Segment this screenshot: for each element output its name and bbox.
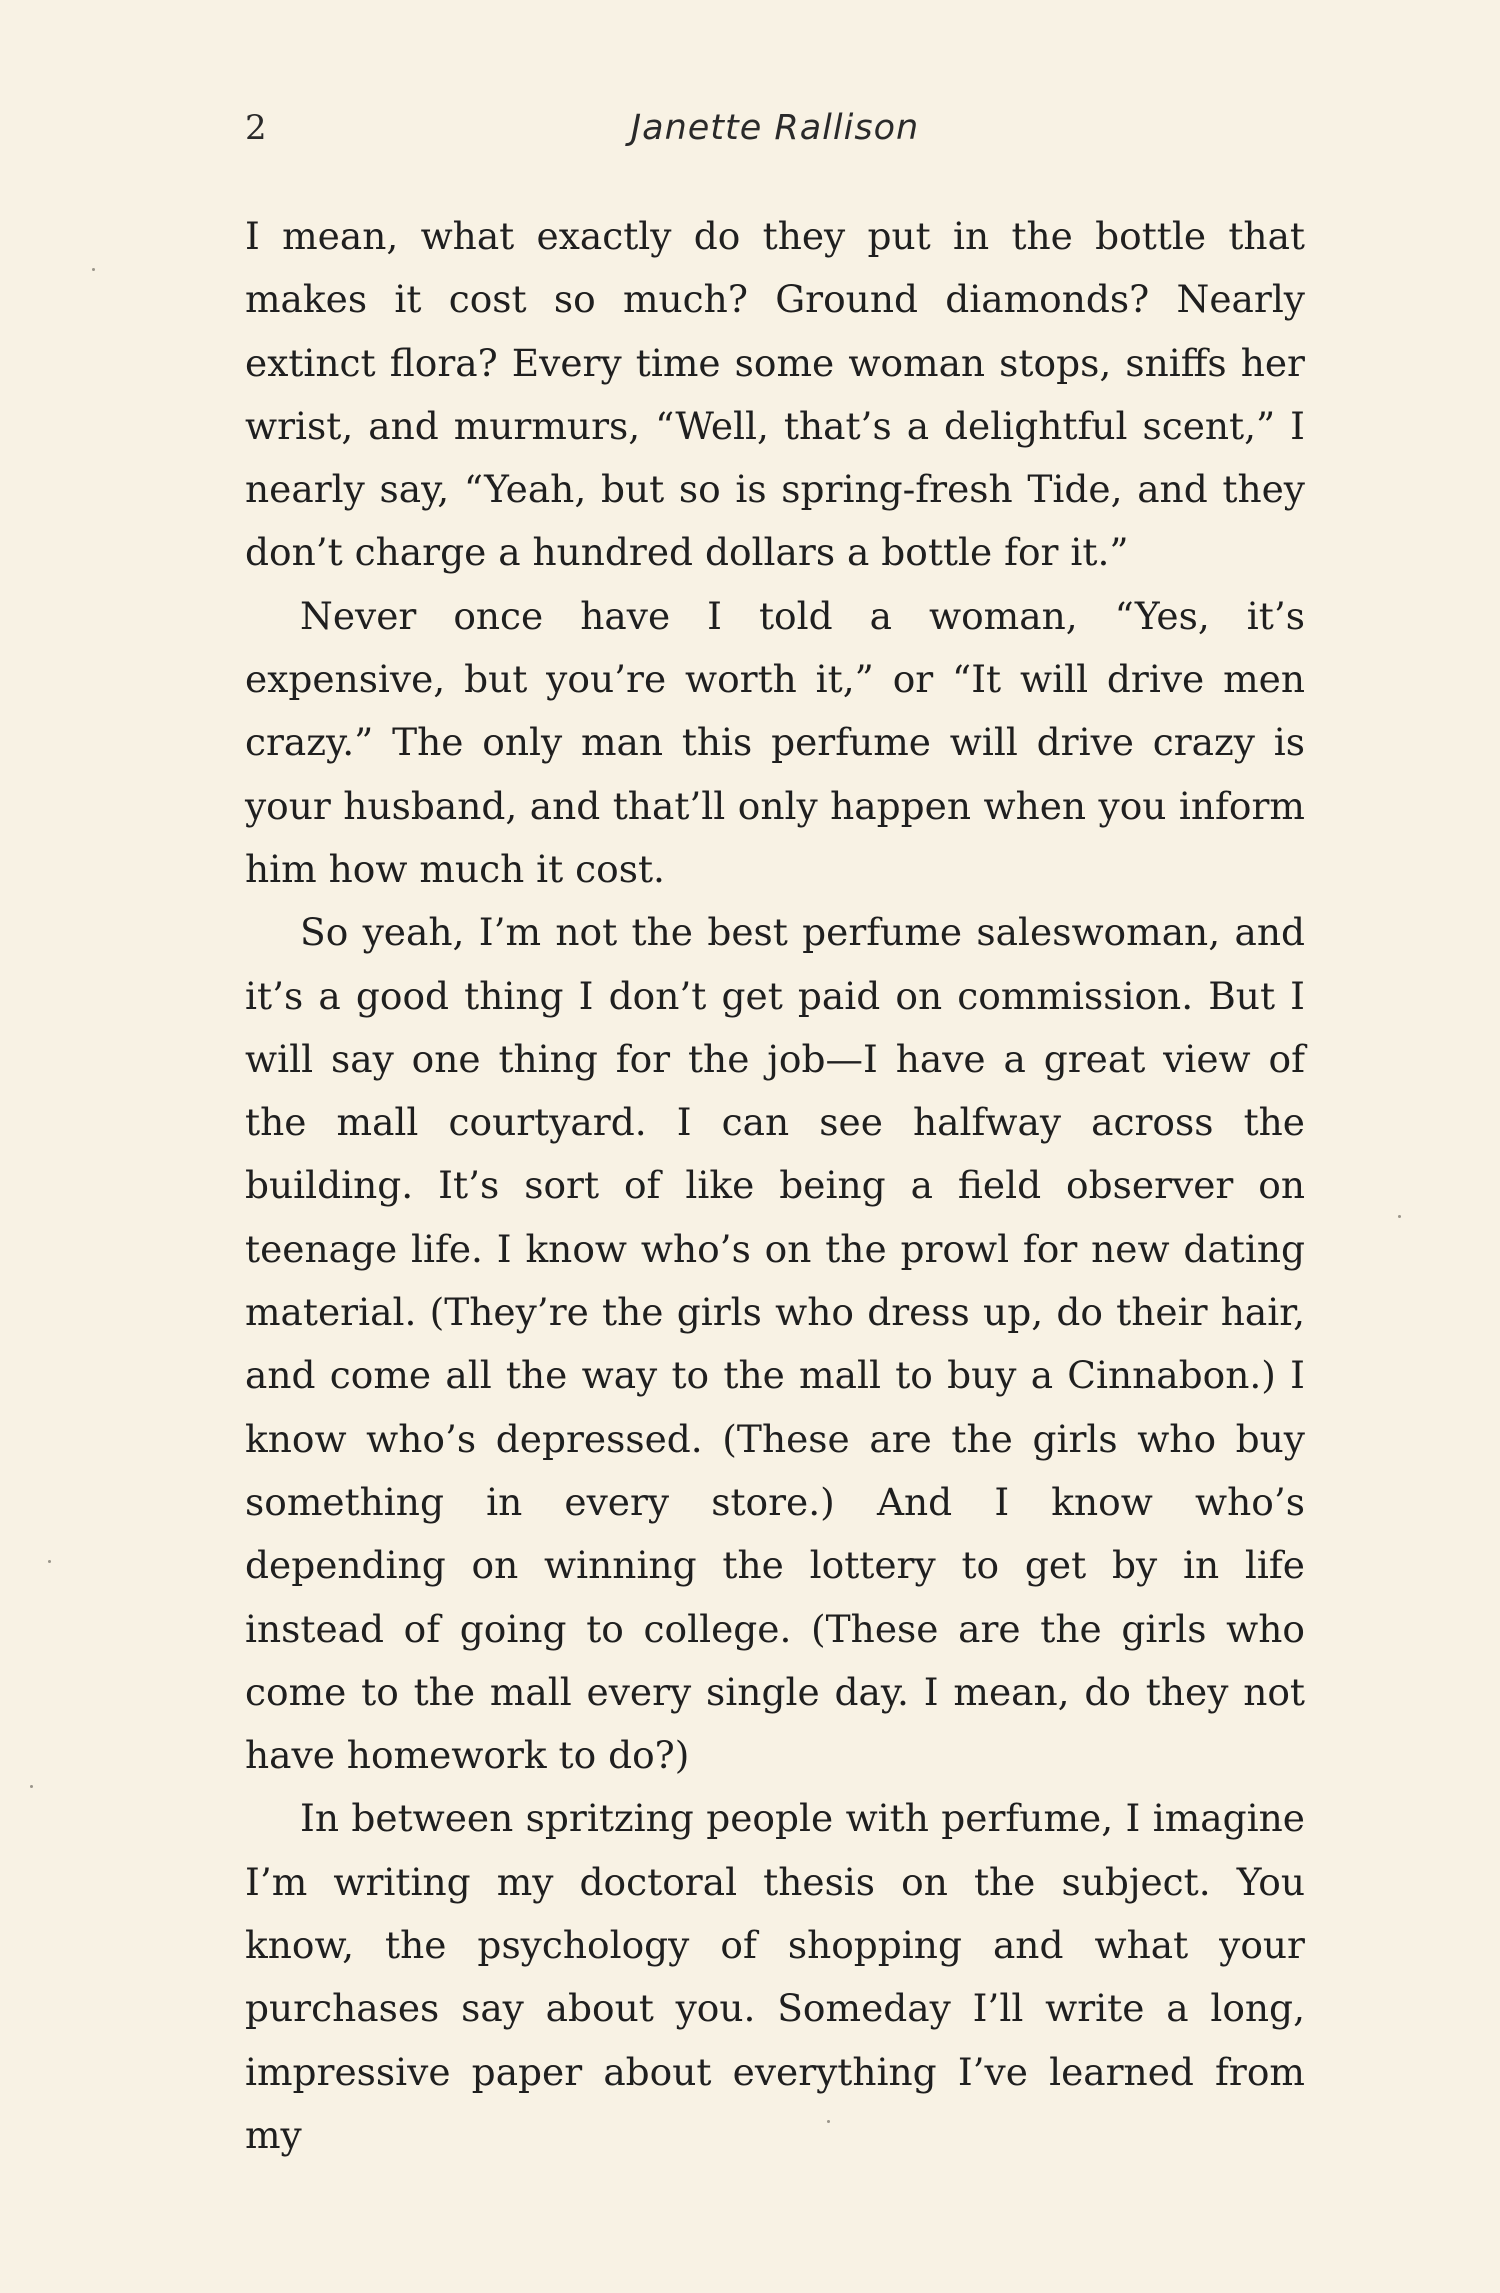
paragraph-4: In between spritzing people with perfume, I imagine I’m writing my doctoral thesis on the subject. You know, the psychology of shopping and what your purchases say about you. Someday I’ll write a long, impressive paper about everything I’ve learned from my xyxy=(245,1796,1305,2157)
running-head-author: Janette Rallison xyxy=(630,108,920,148)
paper-speck xyxy=(30,1785,33,1788)
paper-speck xyxy=(92,268,95,271)
paper-speck xyxy=(48,1560,51,1563)
paragraph-3: So yeah, I’m not the best perfume saleswoman, and it’s a good thing I don’t get paid on commission. But I will say one thing for the job—I have a great view of the mall courtyard. I can see halfway across the building. It’s sort of like being a field observer on teenage life. I know who’s on the prowl for new dating material. (They’re the girls who dress up, do their hair, and come all the way to the mall to buy a Cinnabon.) I know who’s depressed. (These are the girls who buy something in every store.) And I know who’s depending on winning the lottery to get by in life instead of going to college. (These are the girls who come to the mall every single day. I mean, do they not have homework to do?) xyxy=(245,910,1305,1778)
paper-speck xyxy=(827,2120,830,2123)
paper-speck xyxy=(1398,1215,1401,1218)
page-number: 2 xyxy=(245,108,267,148)
body-text xyxy=(245,205,1305,2167)
page-header xyxy=(245,108,1305,158)
paragraph-1: I mean, what exactly do they put in the bottle that makes it cost so much? Ground diamonds? Nearly extinct flora? Every time some woman stops, sniffs her wrist, and murmurs, “Well, that’s a delightful scent,” I nearly say, “Yeah, but so is spring-fresh Tide, and they don’t charge a hundred dollars a bottle for it.” xyxy=(245,214,1305,575)
paragraph-2: Never once have I told a woman, “Yes, it’s expensive, but you’re worth it,” or “It will drive men crazy.” The only man this perfume will drive crazy is your husband, and that’ll only happen when you inform him how much it cost. xyxy=(245,593,1305,891)
